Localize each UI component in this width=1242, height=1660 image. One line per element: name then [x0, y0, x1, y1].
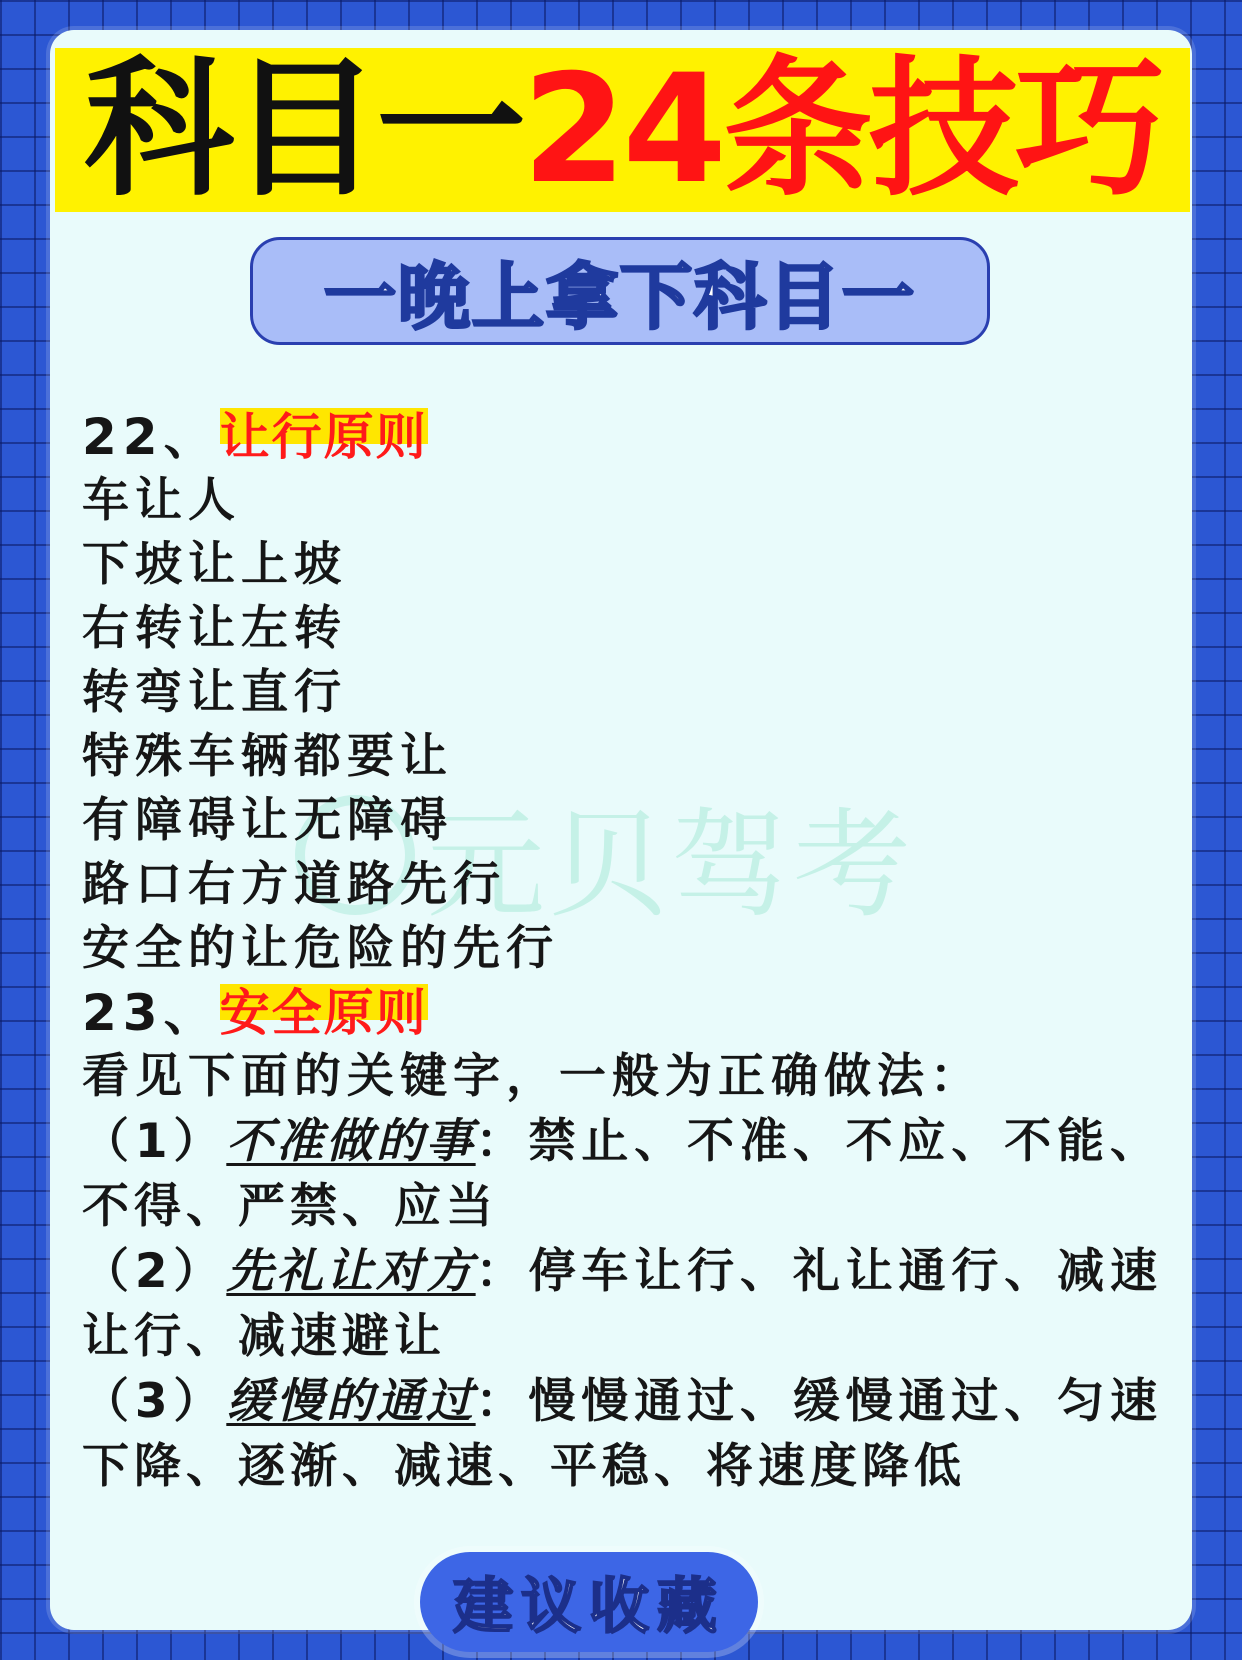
- section-22-heading: [82, 405, 1162, 469]
- point-label: 缓慢的通过: [226, 1374, 476, 1429]
- list-item: 路口右方道路先行: [82, 857, 506, 912]
- page-title: [55, 48, 1190, 212]
- point-1: [82, 1109, 1162, 1239]
- title-part-red: 24条技巧: [522, 48, 1161, 212]
- section-23-intro: 看见下面的关键字，一般为正确做法：: [82, 1049, 983, 1104]
- list-item: 安全的让危险的先行: [82, 921, 559, 976]
- point-text: ：慢慢通过、缓慢通过、匀速下降、逐渐、减速、平稳、将速度降低: [82, 1374, 1163, 1494]
- section-23-heading: [82, 981, 1162, 1045]
- point-text: ：禁止、不准、不应、不能、不得、严禁、应当: [82, 1114, 1163, 1234]
- section-22-title: 让行原则: [219, 408, 428, 466]
- list-item: 右转让左转: [82, 601, 347, 656]
- subtitle-text: 一晚上拿下科目一: [323, 255, 916, 339]
- section-23-title: 安全原则: [219, 984, 428, 1042]
- list-item: 车让人: [82, 473, 241, 528]
- point-text: ：停车让行、礼让通行、减速让行、减速避让: [82, 1244, 1163, 1364]
- list-item: 特殊车辆都要让: [82, 729, 453, 784]
- point-number: （1）: [82, 1114, 227, 1169]
- title-part-black: 科目一: [84, 48, 523, 212]
- subtitle-banner: [250, 237, 990, 345]
- main-content: [82, 405, 1162, 1499]
- section-22-number: 22、: [82, 408, 220, 466]
- section-23-number: 23、: [82, 984, 220, 1042]
- point-label: 先礼让对方: [226, 1244, 476, 1299]
- point-3: [82, 1369, 1162, 1499]
- save-button[interactable]: [420, 1552, 758, 1652]
- point-label: 不准做的事: [226, 1114, 476, 1169]
- point-number: （3）: [82, 1374, 227, 1429]
- save-button-label: 建议收藏: [453, 1572, 725, 1642]
- list-item: 转弯让直行: [82, 665, 347, 720]
- point-number: （2）: [82, 1244, 227, 1299]
- point-2: [82, 1239, 1162, 1369]
- list-item: 有障碍让无障碍: [82, 793, 453, 848]
- watermark-text: 元贝驾考: [427, 796, 916, 934]
- list-item: 下坡让上坡: [82, 537, 347, 592]
